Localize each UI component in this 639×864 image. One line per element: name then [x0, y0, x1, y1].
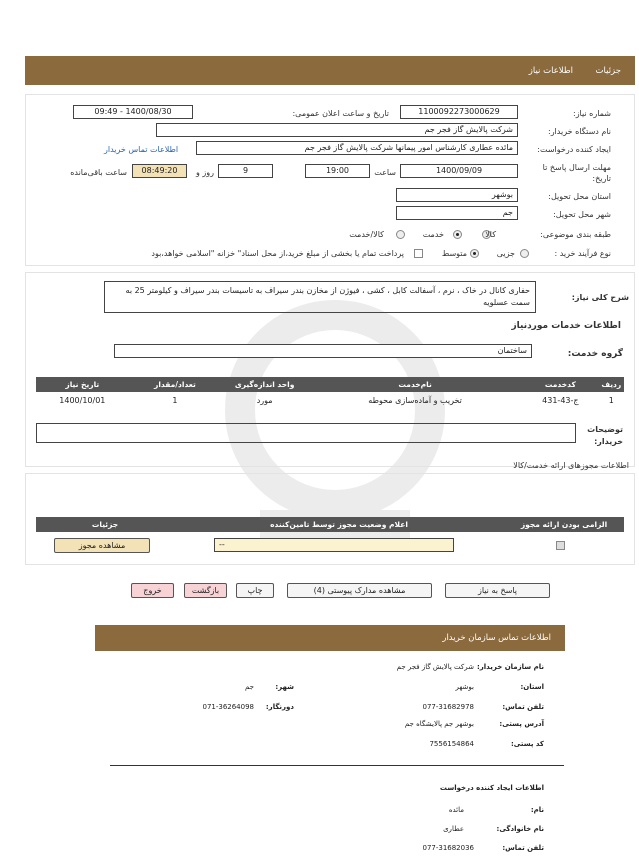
- creator-phone-value: 077-31682036: [422, 844, 474, 852]
- view-documents-button[interactable]: مشاهده مدارک پیوستی (4): [287, 583, 432, 598]
- first-name-value: مائده: [448, 806, 464, 814]
- col-code: کدخدمت: [522, 377, 598, 392]
- first-name-label: نام:: [530, 806, 544, 814]
- category-label: طبقه بندی موضوعی:: [540, 230, 611, 239]
- page-header: [25, 56, 635, 85]
- province-value: بوشهر: [455, 683, 474, 691]
- tab-details[interactable]: جزئیات: [595, 66, 621, 76]
- services-title: اطلاعات خدمات موردنیاز: [511, 321, 621, 331]
- process-medium-radio[interactable]: [470, 249, 479, 258]
- buyer-notes-field: [36, 423, 576, 443]
- col-row: ردیف: [599, 377, 624, 392]
- announce-field: 1400/08/30 - 09:49: [73, 105, 193, 119]
- contact-title: اطلاعات تماس سازمان خریدار: [442, 633, 551, 643]
- province-label-2: استان:: [520, 683, 544, 691]
- col-permit-details: جزئیات: [36, 517, 174, 532]
- permit-required-checkbox: [556, 541, 565, 550]
- category-goods-service-label: کالا/خدمت: [349, 230, 384, 239]
- deadline-time-label: ساعت: [374, 168, 396, 177]
- announce-label: تاریخ و ساعت اعلان عمومی:: [292, 109, 389, 118]
- col-permit-status: اعلام وضعیت مجوز توسط تامین‌کننده: [174, 517, 504, 532]
- table-row: [36, 392, 624, 409]
- deadline-date-field: 1400/09/09: [400, 164, 518, 178]
- creator-phone-label: تلفن تماس:: [502, 844, 544, 852]
- col-qty: تعداد/مقدار: [129, 377, 222, 392]
- category-service-radio[interactable]: [453, 230, 462, 239]
- postal-label: کد پستی:: [510, 740, 544, 748]
- deadline-time-field: 19:00: [305, 164, 370, 178]
- back-button[interactable]: بازگشت: [184, 583, 227, 598]
- permit-status-field[interactable]: --: [214, 538, 454, 552]
- cell-qty: 1: [172, 396, 178, 405]
- permits-title: اطلاعات مجوزهای ارائه خدمت/کالا: [513, 461, 629, 470]
- col-name: نام‌خدمت: [308, 377, 522, 392]
- days-label: روز و: [196, 168, 214, 177]
- days-remaining-field: 9: [218, 164, 273, 178]
- buyer-contact-link[interactable]: اطلاعات تماس خریدار: [104, 145, 179, 154]
- province-field: بوشهر: [396, 188, 518, 202]
- service-group-field: ساختمان: [114, 344, 532, 358]
- col-date: تاریخ نیاز: [36, 377, 129, 392]
- remaining-time-field: 08:49:20: [132, 164, 187, 178]
- summary-label: شرح کلی نیاز:: [571, 293, 629, 302]
- last-name-value: عطاری: [443, 825, 464, 833]
- deadline-label: مهلت ارسال پاسخ تا تاریخ:: [542, 163, 611, 183]
- province-label: استان محل تحویل:: [548, 192, 611, 201]
- city-value: جم: [245, 683, 254, 691]
- fax-value: 071-36264098: [202, 703, 254, 711]
- address-value: بوشهر جم پالایشگاه جم: [404, 720, 474, 728]
- process-label: نوع فرآیند خرید :: [554, 249, 611, 258]
- address-label: آدرس پستی:: [499, 720, 544, 728]
- city-label-2: شهر:: [275, 683, 294, 691]
- process-medium-label: متوسط: [441, 249, 467, 258]
- buyer-notes-label: توضیحات خریدار:: [587, 425, 623, 446]
- last-name-label: نام خانوادگی:: [496, 825, 544, 833]
- cell-date: 1400/10/01: [59, 396, 106, 405]
- services-table: [36, 377, 624, 409]
- buyer-field: شرکت پالایش گاز فجر جم: [156, 123, 518, 137]
- org-name-value: شرکت پالایش گاز فجر جم: [396, 663, 474, 671]
- phone-label: تلفن تماس:: [502, 703, 544, 711]
- fax-label: دورنگار:: [265, 703, 294, 711]
- remaining-label: ساعت باقی‌مانده: [70, 168, 127, 177]
- reply-button[interactable]: پاسخ به نیاز: [445, 583, 550, 598]
- section-divider: [110, 765, 564, 766]
- creator-field: مائده عطاری کارشناس امور پیمانها شرکت پالایش گاز فجر جم: [196, 141, 518, 155]
- cell-name: تخریب و آماده‌سازی محوطه: [368, 396, 462, 405]
- summary-text: حفاری کانال در خاک ، نرم ، آسفالت کابل ، کشی ، فیوژن از مخازن بندر سیراف به تاسیسات بندر سیراف و کیلومتر 25 به سمت عسلویه: [104, 281, 536, 313]
- cell-code: ج-43-431: [542, 396, 579, 405]
- col-permit-required: الزامی بودن ارائه مجوز: [504, 517, 624, 532]
- cell-row: 1: [608, 396, 614, 405]
- need-number-label: شماره نیاز:: [573, 109, 611, 118]
- city-field: جم: [396, 206, 518, 220]
- city-label: شهر محل تحویل:: [553, 210, 611, 219]
- category-goods-label: کالا: [485, 230, 496, 239]
- buyer-label: نام دستگاه خریدار:: [548, 127, 611, 136]
- col-unit: واحد اندازه‌گیری: [221, 377, 308, 392]
- view-permit-button[interactable]: مشاهده مجوز: [54, 538, 150, 553]
- contact-section-header: [95, 625, 565, 651]
- print-button[interactable]: چاپ: [236, 583, 274, 598]
- process-partial-label: جزیی: [496, 249, 515, 258]
- cell-unit: مورد: [256, 396, 273, 405]
- process-partial-radio[interactable]: [520, 249, 529, 258]
- org-name-label: نام سازمان خریدار:: [476, 663, 544, 671]
- service-group-label: گروه خدمت:: [567, 349, 623, 359]
- tab-need-info[interactable]: اطلاعات نیاز: [528, 66, 573, 76]
- exit-button[interactable]: خروج: [131, 583, 174, 598]
- need-number-field: 1100092273000629: [400, 105, 518, 119]
- treasury-payment-checkbox[interactable]: [414, 249, 423, 258]
- creator-info-title: اطلاعات ایجاد کننده درخواست: [439, 784, 544, 792]
- treasury-payment-note: پرداخت تمام یا بخشی از مبلغ خرید،از محل اسناد" خزانه "اسلامی خواهد،بود: [151, 249, 404, 258]
- postal-value: 7556154864: [429, 740, 474, 748]
- phone-value: 077-31682978: [422, 703, 474, 711]
- creator-label: ایجاد کننده درخواست:: [537, 145, 611, 154]
- category-service-label: خدمت: [422, 230, 444, 239]
- category-goods-service-radio[interactable]: [396, 230, 405, 239]
